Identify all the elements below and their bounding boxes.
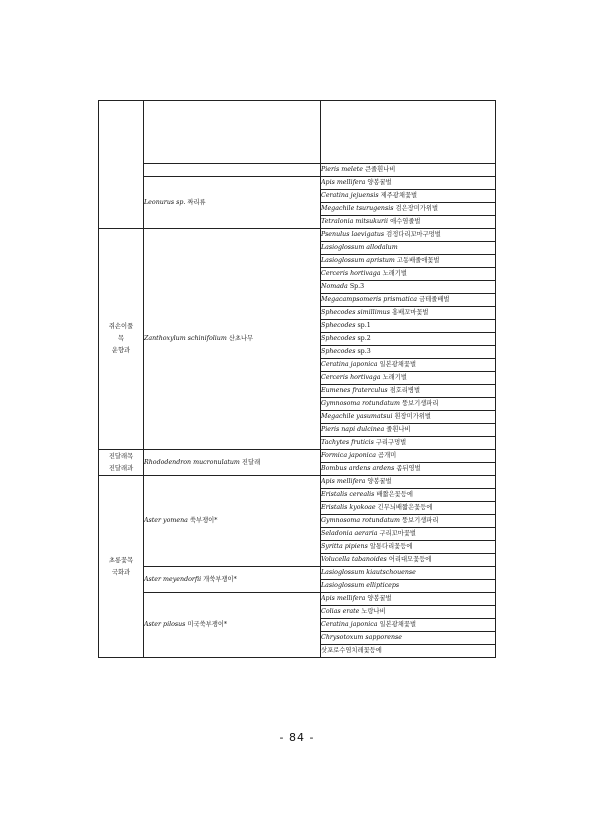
plant-scientific-name: Aster meyendorfii [144,575,202,583]
order-family-cell [99,476,144,658]
order-family-cell [99,101,144,229]
visitor-scientific-name: Gymnosoma rotundatum [321,400,400,407]
plant-korean-name: 진달래 [241,458,261,466]
host-plant-cell [144,450,321,476]
visitor-scientific-name: Cerceris hortivaga [321,270,381,277]
visitor-species-cell [321,333,496,346]
visitor-scientific-name: Formica japonica [321,452,376,459]
visitor-species-cell [321,359,496,372]
host-plant-cell [144,164,321,177]
table-row [99,593,496,606]
visitor-species-cell [321,242,496,255]
visitor-scientific-name: Megacampsomeris prismatica [321,296,418,303]
visitor-scientific-name: Tetralonia mitsukurii [321,218,389,225]
visitor-species-cell [321,255,496,268]
plant-scientific-name: Leonurus sp. [144,198,186,206]
visitor-korean-name: 구리구멍벌 [375,439,407,446]
visitor-scientific-name: Eristalis kyokoae [321,504,376,511]
plant-scientific-name: Zanthoxylum schinifolium [144,335,227,342]
visitor-scientific-name: Pieris melete [321,166,363,173]
visitor-korean-name: 알통다리꽃등에 [369,543,413,550]
visitor-species-cell [321,307,496,320]
visitor-species-cell [321,411,496,424]
visitor-scientific-name: Nomada [321,283,348,290]
visitor-korean-name: 뚱보기생파리 [401,400,439,407]
visitor-scientific-name: Syritta pipiens [321,543,368,550]
visitor-korean-name: 검은장미가위벌 [395,205,439,212]
table-row [99,567,496,580]
visitor-species-cell [321,437,496,450]
visitor-korean-name: 흰장미가위벌 [394,413,431,420]
visitor-korean-name: 노래기벌 [382,270,407,277]
visitor-species-cell [321,541,496,554]
visitor-scientific-name: Volucella tabanoides [321,556,387,563]
visitor-species-cell [321,580,496,593]
visitor-scientific-name: Apis mellifera [321,478,366,485]
host-plant-cell [144,476,321,567]
visitor-species-cell [321,164,496,177]
order-family-cell [99,229,144,450]
visitor-species-cell [321,101,496,164]
visitor-species-cell [321,606,496,619]
visitor-scientific-name: Bombus ardens ardens [321,465,395,472]
visitor-species-cell [321,450,496,463]
visitor-species-cell [321,229,496,242]
visitor-korean-name: sp.1 [357,322,371,329]
visitor-species-cell [321,645,496,658]
visitor-korean-name: 양봉꿀벌 [367,179,392,186]
visitor-korean-name: 금테줄배벌 [419,296,450,303]
visitor-korean-name: 애수염줄벌 [390,218,421,225]
table-row [99,101,496,164]
visitor-scientific-name: Apis mellifera [321,595,366,602]
visitor-korean-name: sp.2 [357,335,371,342]
visitor-korean-name: 제주광채꽃벌 [380,192,418,199]
plant-korean-name: 쑥부쟁이* [189,517,218,524]
visitor-korean-name: 배짧은꽃등에 [376,491,413,498]
order-family-line: 초롱꽃목 [108,556,134,564]
visitor-scientific-name: Tachytes fruticis [321,439,374,446]
table-row [99,177,496,190]
visitor-scientific-name: Lasioglossum ellipticeps [321,582,400,589]
visitor-scientific-name: Colias erate [321,608,360,615]
visitor-scientific-name: Eristalis cerealis [321,491,375,498]
visitor-species-cell [321,632,496,645]
plant-korean-name: 미국쑥부쟁이* [187,621,228,628]
visitor-species-cell [321,177,496,190]
visitor-species-cell [321,515,496,528]
host-plant-cell [144,229,321,450]
plant-korean-name: 산초나무 [228,335,254,342]
table-row [99,229,496,242]
visitor-species-cell [321,463,496,476]
visitor-scientific-name: Psenulus laevigatus [321,231,385,238]
visitor-scientific-name: Ceratina japonica [321,621,378,628]
visitor-korean-name: 어리대모꽃등에 [388,556,432,563]
visitor-species-cell [321,424,496,437]
order-family-line: 진달래목 [108,452,134,460]
visitor-species-cell [321,294,496,307]
visitor-korean-name: 일본광채꽃벌 [379,621,417,628]
visitor-scientific-name: Megachile yasumatsui [321,413,393,420]
plant-korean-name: 짜리류 [187,198,206,206]
visitor-korean-name: 뚱보기생파리 [401,517,439,524]
visitor-species-cell [321,502,496,515]
plant-scientific-name: Aster yomena [144,517,188,524]
table-row [99,164,496,177]
visitor-scientific-name: Lasioglossum apristum [321,257,395,264]
visitor-korean-name: 홍배꼬마꽃벌 [391,309,429,316]
visitor-species-cell [321,528,496,541]
visitor-scientific-name: Eumenes fraterculus [321,387,388,394]
visitor-korean-name: 양봉꿀벌 [367,478,392,485]
species-table-body [99,101,496,658]
visitor-species-cell [321,567,496,580]
visitor-scientific-name: Gymnosoma rotundatum [321,517,400,524]
visitor-korean-name: 구리꼬마꽃벌 [379,530,416,537]
visitor-scientific-name: Sphecodes simillimus [321,309,390,316]
visitor-species-cell [321,398,496,411]
visitor-species-cell [321,593,496,606]
visitor-scientific-name: Sphecodes [321,348,356,355]
visitor-scientific-name: Lasioglossum kiautschouense [321,569,416,576]
visitor-species-cell [321,320,496,333]
visitor-scientific-name: Megachile tsurugensis [321,205,394,212]
plant-scientific-name: Rhododendron mucronulatum [144,458,240,466]
visitor-species-cell [321,554,496,567]
order-family-line: 진달래과 [108,464,134,472]
visitor-korean-name: 줄흰나비 [386,426,411,433]
order-family-line: 국화과 [111,568,131,576]
visitor-species-cell [321,281,496,294]
host-plant-cell [144,101,321,164]
visitor-species-cell [321,216,496,229]
table-row [99,450,496,463]
visitor-korean-name: sp.3 [357,348,371,355]
visitor-korean-name: 점호리병벌 [389,387,421,394]
visitor-species-cell [321,476,496,489]
visitor-species-cell [321,346,496,359]
visitor-korean-name: 삿포로수염치레꽃등에 [321,647,382,654]
visitor-korean-name: 검정다리꼬마구멍벌 [386,231,441,238]
visitor-scientific-name: Seladonia aeraria [321,530,378,537]
visitor-korean-name: 양봉꿀벌 [367,595,392,602]
visitor-species-cell [321,385,496,398]
visitor-korean-name: 노래기벌 [382,374,407,381]
order-family-line: 쥐손이풀 [108,323,134,330]
page-number: - 84 - [279,731,315,744]
plant-scientific-name: Aster pilosus [144,621,186,628]
visitor-scientific-name: Chrysotoxum sapporense [321,634,402,641]
visitor-scientific-name: Ceratina jejuensis [321,192,379,199]
visitor-korean-name: 좀뒤영벌 [396,465,421,472]
visitor-korean-name: Sp.3 [349,283,365,290]
visitor-korean-name: 곰개미 [378,452,397,459]
host-plant-cell [144,177,321,229]
visitor-scientific-name: Apis mellifera [321,179,366,186]
visitor-scientific-name: Cerceris hortivaga [321,374,381,381]
visitor-korean-name: 일본광채꽃벌 [379,361,417,368]
host-plant-cell [144,567,321,593]
visitor-scientific-name: Ceratina japonica [321,361,378,368]
order-family-line: 목 [117,335,125,342]
visitor-species-cell [321,489,496,502]
visitor-scientific-name: Pieris napi dulcinea [321,426,385,433]
table-row [99,476,496,489]
visitor-korean-name: 고동배줄애꽃벌 [396,257,440,264]
visitor-species-cell [321,268,496,281]
plant-korean-name: 개쑥부쟁이* [203,575,237,583]
visitor-species-cell [321,190,496,203]
visitor-species-cell [321,372,496,385]
visitor-korean-name: 노랑나비 [361,608,386,615]
visitor-korean-name: 긴무늬배짧은꽃등에 [377,504,433,511]
host-plant-cell [144,593,321,658]
visitor-scientific-name: Sphecodes [321,335,356,342]
visitor-scientific-name: Sphecodes [321,322,356,329]
visitor-species-cell [321,203,496,216]
visitor-korean-name: 큰줄흰나비 [364,166,396,173]
species-table [98,100,496,658]
visitor-scientific-name: Lasioglossum allodalum [321,244,398,251]
order-family-line: 운향과 [111,347,131,354]
visitor-species-cell [321,619,496,632]
order-family-cell [99,450,144,476]
